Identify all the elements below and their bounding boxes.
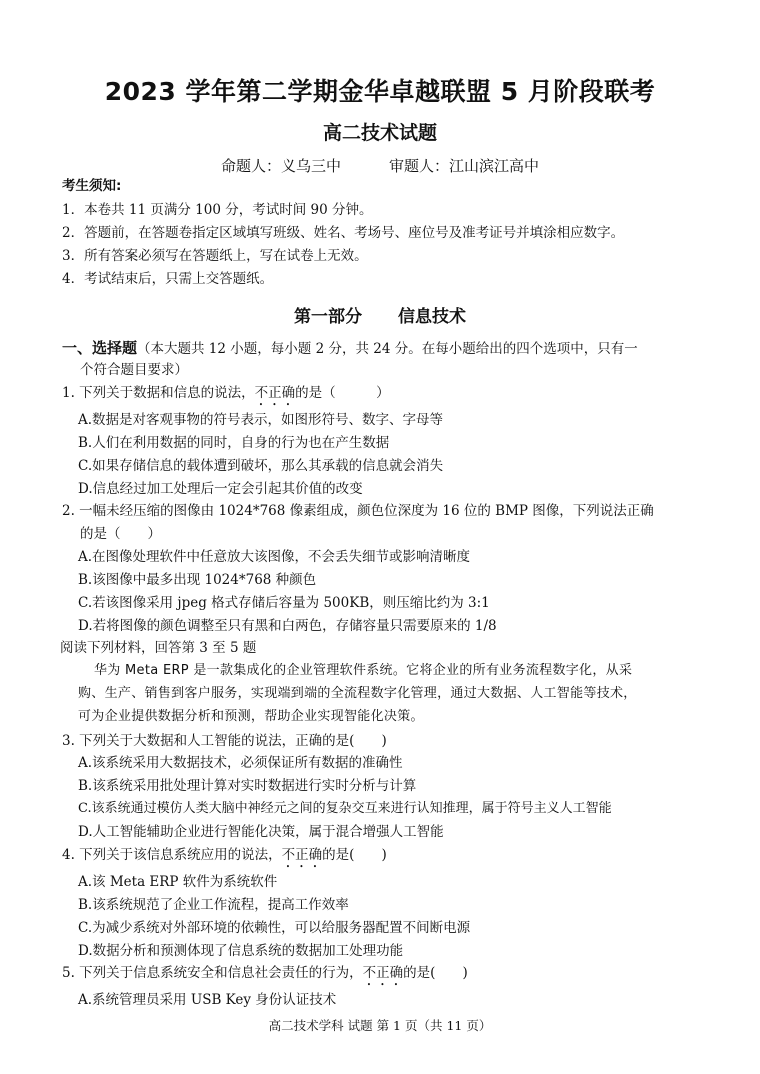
q3-option-a: A.该系统采用大数据技术，必须保证所有数据的准确性 — [78, 755, 403, 771]
q1-stem-emphasis: 不正确 — [254, 385, 296, 401]
q2-option-d: D.若将图像的颜色调整至只有黑和白两色，存储容量只需要原来的 1/8 — [78, 618, 497, 634]
notice-heading: 考生须知: — [62, 178, 122, 194]
q4-stem-pre: 4. 下列关于该信息系统应用的说法， — [62, 847, 282, 863]
q4-stem-emphasis: 不正确 — [281, 847, 323, 863]
material-line: 华为 Meta ERP 是一款集成化的企业管理软件系统。它将企业的所有业务流程数字化，从采 — [94, 663, 633, 678]
q2-option-c: C.若该图像采用 jpeg 格式存储后容量为 500KB，则压缩比约为 3:1 — [78, 595, 490, 611]
proposer: 命题人：义乌三中 — [220, 157, 341, 175]
notice-item: 4．考试结束后，只需上交答题纸。 — [62, 271, 274, 287]
q4-stem-post: 的是( ) — [322, 847, 387, 863]
part-heading — [0, 302, 760, 327]
q4-option-b: B.该系统规范了企业工作流程，提高工作效率 — [78, 897, 349, 913]
material-lead: 阅读下列材料，回答第 3 至 5 题 — [60, 640, 257, 656]
q1-option-c: C.如果存储信息的载体遭到破坏，那么其承载的信息就会消失 — [78, 458, 444, 474]
part-name: 第一部分 — [294, 307, 362, 327]
q1-stem-pre: 1. 下列关于数据和信息的说法， — [62, 385, 255, 401]
section-heading: 一、选择题 — [62, 339, 138, 357]
notice-item: 1．本卷共 11 页满分 100 分，考试时间 90 分钟。 — [62, 202, 373, 218]
reviewer: 审题人：江山滨江高中 — [389, 157, 540, 175]
q1-stem-post: 的是（ ） — [295, 385, 390, 401]
q2-option-b: B.该图像中最多出现 1024*768 种颜色 — [78, 572, 317, 588]
section-intro-cont: 个符合题目要求） — [80, 362, 188, 378]
material-line: 购、生产、销售到客户服务，实现端到端的全流程数字化管理，通过大数据、人工智能等技术， — [78, 686, 637, 701]
section-intro — [62, 338, 638, 359]
material-line: 可为企业提供数据分析和预测，帮助企业实现智能化决策。 — [78, 709, 424, 724]
q3-option-c: C.该系统通过模仿人类大脑中神经元之间的复杂交互来进行认知推理，属于符号主义人工智能 — [78, 801, 612, 816]
q2-stem-cont: 的是（ ） — [80, 526, 161, 542]
q5-stem-post: 的是( ) — [403, 965, 468, 981]
q1-option-b: B.人们在利用数据的同时，自身的行为也在产生数据 — [78, 435, 390, 451]
notice-item: 3．所有答案必须写在答题纸上，写在试卷上无效。 — [62, 248, 368, 264]
page-footer: 高二技术学科 试题 第 1 页（共 11 页） — [268, 1018, 492, 1033]
notice-item: 2．答题前，在答题卷指定区域填写班级、姓名、考场号、座位号及准考证号并填涂相应数字。 — [62, 225, 625, 241]
q5-stem-emphasis: 不正确 — [362, 965, 404, 981]
authors-line — [0, 155, 760, 176]
q3-stem: 3. 下列关于大数据和人工智能的说法，正确的是( ) — [62, 733, 387, 749]
q5-stem-pre: 5. 下列关于信息系统安全和信息社会责任的行为， — [62, 965, 363, 981]
q1-stem — [62, 383, 390, 409]
q3-option-d: D.人工智能辅助企业进行智能化决策，属于混合增强人工智能 — [78, 824, 444, 840]
q2-stem: 2. 一幅未经压缩的图像由 1024*768 像素组成，颜色位深度为 16 位的 BMP 图像，下列说法正确 — [62, 503, 654, 519]
section-intro-text: （本大题共 12 小题，每小题 2 分，共 24 分。在每小题给出的四个选项中，只有一 — [137, 341, 638, 357]
q4-option-d: D.数据分析和预测体现了信息系统的数据加工处理功能 — [78, 943, 404, 959]
exam-subtitle: 高二技术试题 — [322, 122, 437, 144]
q2-option-a: A.在图像处理软件中任意放大该图像，不会丢失细节或影响清晰度 — [78, 549, 471, 565]
q4-option-a: A.该 Meta ERP 软件为系统软件 — [78, 874, 278, 890]
exam-title: 2023 学年第二学期金华卓越联盟 5 月阶段联考 — [104, 77, 656, 106]
q1-option-a: A.数据是对客观事物的符号表示，如图形符号、数字、字母等 — [78, 412, 444, 428]
q4-option-c: C.为减少系统对外部环境的依赖性，可以给服务器配置不间断电源 — [78, 920, 471, 936]
q3-option-b: B.该系统采用批处理计算对实时数据进行实时分析与计算 — [78, 778, 417, 794]
q5-stem — [62, 963, 468, 989]
q5-option-a: A.系统管理员采用 USB Key 身份认证技术 — [78, 992, 337, 1008]
q4-stem — [62, 845, 387, 871]
part-subject: 信息技术 — [398, 307, 466, 327]
q1-option-d: D.信息经过加工处理后一定会引起其价值的改变 — [78, 481, 363, 497]
